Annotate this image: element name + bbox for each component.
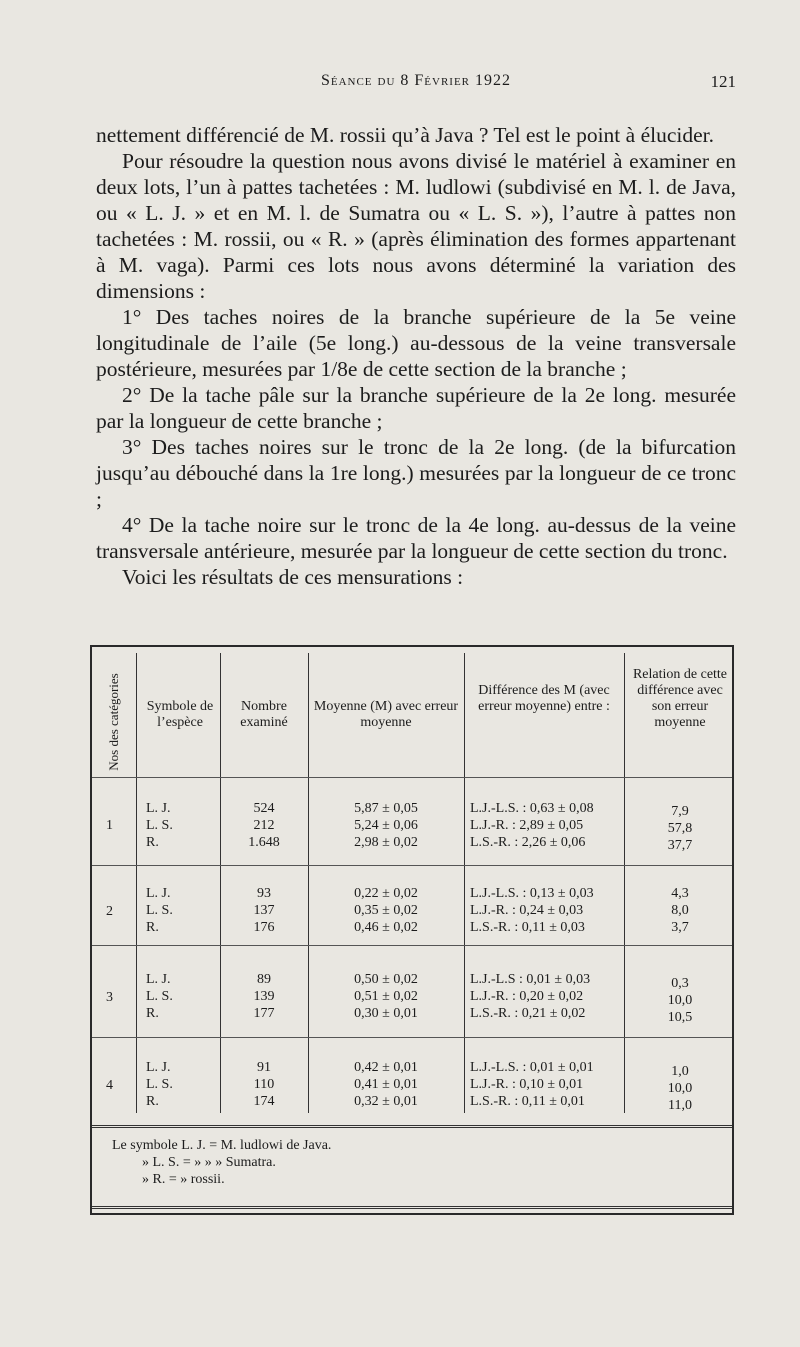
relation-cell: 4,3 8,0 3,7 bbox=[671, 886, 689, 935]
header-difference: Différence des M (avec erreur moyenne) entre : bbox=[478, 683, 610, 714]
paragraph: 1° Des taches noires de la branche supérieure de la 5e veine longitudinale de l’aile (5e long.) au-dessous de la veine transversale postérieure, mesurées par 1/8e de cette section de la branche ; bbox=[96, 305, 736, 381]
relation-cell: 7,9 57,8 37,7 bbox=[667, 804, 693, 853]
page-header bbox=[96, 72, 736, 98]
header-rule bbox=[92, 777, 732, 778]
paragraph: Pour résoudre la question nous avons divisé le matériel à examiner en deux lots, l’un à pattes tachetées : M. ludlowi (subdivisé en M. l. de Java, ou « L. J. » et en M. l. de Sumatra ou « L. S. »), l’autre à pattes non tachetées : M. rossii, ou « R. » (après élimination des formes appartenant à M. vaga). Parmi ces lots nous avons déterminé la variation des dimensions : bbox=[96, 149, 736, 303]
paragraph: 4° De la tache noire sur le tronc de la 4e long. au-dessus de la veine transversale antérieure, mesurée par la longueur de cette section du tronc. bbox=[96, 513, 736, 563]
body-text bbox=[96, 122, 736, 590]
header-categories: Nos des catégories bbox=[106, 673, 121, 771]
category-number: 1 bbox=[106, 818, 113, 833]
count-cell: 93 137 176 bbox=[253, 886, 275, 935]
header-relation: Relation de cette différence avec son erreur moyenne bbox=[632, 667, 728, 730]
paragraph: 3° Des taches noires sur le tronc de la 2e long. (de la bifurcation jusqu’au débouché dans la 1re long.) mesurées par la longueur de ce tronc ; bbox=[96, 435, 736, 511]
category-number: 3 bbox=[106, 990, 113, 1005]
category-number: 4 bbox=[106, 1078, 113, 1093]
symbol-cell: L. J. L. S. R. bbox=[146, 1060, 173, 1109]
paragraph: nettement différencié de M. rossii qu’à Java ? Tel est le point à élucider. bbox=[96, 123, 714, 147]
column-divider bbox=[136, 653, 137, 1113]
results-table bbox=[90, 645, 734, 1215]
header-symbol: Symbole de l’espèce bbox=[146, 699, 214, 730]
relation-cell: 0,3 10,0 10,5 bbox=[667, 976, 693, 1025]
footnote-rule bbox=[92, 1125, 732, 1128]
difference-cell: L.J.-L.S. : 0,63 ± 0,08 L.J.-R. : 2,89 ± 0,05 L.S.-R. : 2,26 ± 0,06 bbox=[470, 801, 594, 850]
column-divider bbox=[624, 653, 625, 1113]
difference-cell: L.J.-L.S. : 0,13 ± 0,03 L.J.-R. : 0,24 ± 0,03 L.S.-R. : 0,11 ± 0,03 bbox=[470, 886, 594, 935]
mean-cell: 0,22 ± 0,02 0,35 ± 0,02 0,46 ± 0,02 bbox=[354, 886, 418, 935]
column-divider bbox=[464, 653, 465, 1113]
count-cell: 91 110 174 bbox=[253, 1060, 275, 1109]
count-cell: 524 212 1.648 bbox=[248, 801, 280, 850]
row-rule bbox=[92, 865, 732, 866]
column-divider bbox=[308, 653, 309, 1113]
table-bottom-rule bbox=[92, 1206, 732, 1209]
header-mean: Moyenne (M) avec erreur moyenne bbox=[313, 699, 459, 730]
header-number: Nombre examiné bbox=[240, 699, 288, 730]
mean-cell: 0,42 ± 0,01 0,41 ± 0,01 0,32 ± 0,01 bbox=[354, 1060, 418, 1109]
page-number: 121 bbox=[710, 72, 736, 91]
symbol-cell: L. J. L. S. R. bbox=[146, 972, 173, 1021]
running-title: Séance du 8 Février 1922 bbox=[320, 72, 512, 89]
count-cell: 89 139 177 bbox=[253, 972, 275, 1021]
category-number: 2 bbox=[106, 904, 113, 919]
difference-cell: L.J.-L.S. : 0,01 ± 0,01 L.J.-R. : 0,10 ± 0,01 L.S.-R. : 0,11 ± 0,01 bbox=[470, 1060, 594, 1109]
relation-cell: 1,0 10,0 11,0 bbox=[667, 1064, 693, 1113]
symbol-cell: L. J. L. S. R. bbox=[146, 886, 173, 935]
column-divider bbox=[220, 653, 221, 1113]
paragraph: Voici les résultats de ces mensurations : bbox=[122, 565, 464, 589]
difference-cell: L.J.-L.S : 0,01 ± 0,03 L.J.-R. : 0,20 ± 0,02 L.S.-R. : 0,21 ± 0,02 bbox=[470, 972, 591, 1021]
row-rule bbox=[92, 945, 732, 946]
table-footnote: Le symbole L. J. = M. ludlowi de Java. » L. S. = » » » Sumatra. » R. = » rossii. bbox=[112, 1138, 332, 1187]
paragraph: 2° De la tache pâle sur la branche supérieure de la 2e long. mesurée par la longueur de cette branche ; bbox=[96, 383, 736, 433]
mean-cell: 0,50 ± 0,02 0,51 ± 0,02 0,30 ± 0,01 bbox=[354, 972, 418, 1021]
mean-cell: 5,87 ± 0,05 5,24 ± 0,06 2,98 ± 0,02 bbox=[354, 801, 418, 850]
row-rule bbox=[92, 1037, 732, 1038]
symbol-cell: L. J. L. S. R. bbox=[146, 801, 173, 850]
